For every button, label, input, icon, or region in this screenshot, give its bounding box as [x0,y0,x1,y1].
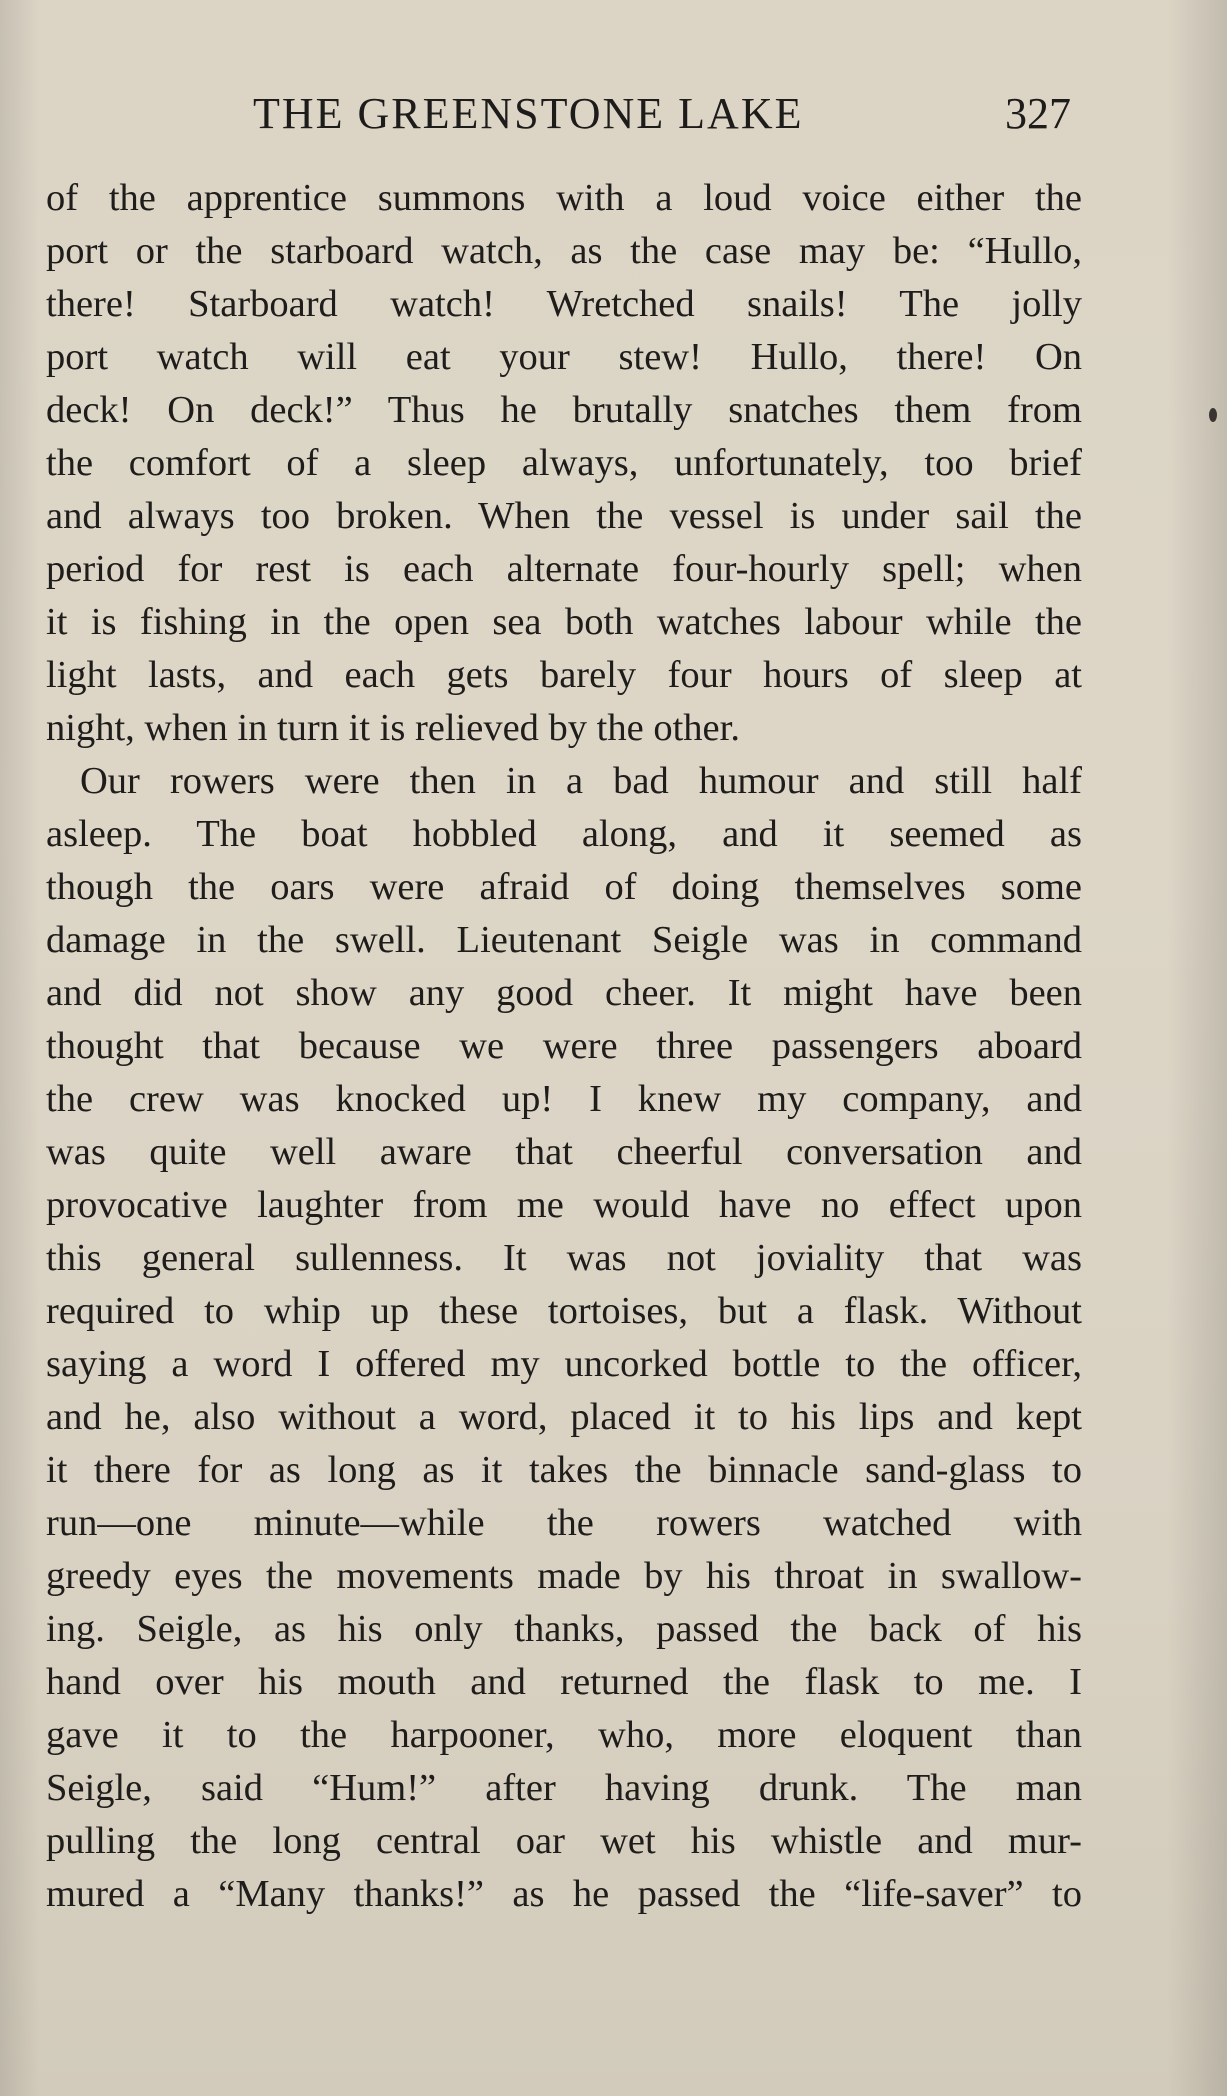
text-line: Seigle, said “Hum!” after having drunk. The man [46,1767,1082,1809]
running-head-title: THE GREENSTONE LAKE [253,89,804,138]
text-line: there! Starboard watch! Wretched snails! The jolly [46,283,1082,325]
text-line: it is fishing in the open sea both watches labour while the [46,601,1082,643]
page-shadow-right [1167,0,1227,2096]
text-line: provocative laughter from me would have no effect upon [46,1184,1082,1226]
text-line: mured a “Many thanks!” as he passed the “life-saver” to [46,1873,1082,1915]
text-line: required to whip up these tortoises, but a flask. Without [46,1290,1082,1332]
text-line: ing. Seigle, as his only thanks, passed the back of his [46,1608,1082,1650]
text-line: hand over his mouth and returned the flask to me. I [46,1661,1082,1703]
text-line: period for rest is each alternate four-hourly spell; when [46,548,1082,590]
paragraph-2 [46,755,1082,1921]
paragraph-1 [46,172,1082,755]
text-line: was quite well aware that cheerful conversation and [46,1131,1082,1173]
text-line: the crew was knocked up! I knew my company, and [46,1078,1082,1120]
text-line: deck! On deck!” Thus he brutally snatches them from [46,389,1082,431]
text-line: Our rowers were then in a bad humour and still half [80,760,1082,802]
text-line: gave it to the harpooner, who, more eloquent than [46,1714,1082,1756]
text-line: run—one minute—while the rowers watched with [46,1502,1082,1544]
text-line: though the oars were afraid of doing themselves some [46,866,1082,908]
text-line: pulling the long central oar wet his whistle and mur- [46,1820,1082,1862]
text-line: port or the starboard watch, as the case may be: “Hullo, [46,230,1082,272]
text-line: saying a word I offered my uncorked bottle to the officer, [46,1343,1082,1385]
text-line: thought that because we were three passengers aboard [46,1025,1082,1067]
text-line: and did not show any good cheer. It might have been [46,972,1082,1014]
ink-speck [1209,408,1217,422]
text-line: and he, also without a word, placed it to his lips and kept [46,1396,1082,1438]
text-line: light lasts, and each gets barely four hours of sleep at [46,654,1082,696]
text-line: and always too broken. When the vessel is under sail the [46,495,1082,537]
text-line: the comfort of a sleep always, unfortunately, too brief [46,442,1082,484]
text-line: damage in the swell. Lieutenant Seigle was in command [46,919,1082,961]
text-line: night, when in turn it is relieved by the other. [46,707,740,749]
running-head [0,88,1227,148]
text-line: asleep. The boat hobbled along, and it seemed as [46,813,1082,855]
page-shadow-left [0,0,40,2096]
text-line: this general sullenness. It was not joviality that was [46,1237,1082,1279]
text-line: of the apprentice summons with a loud voice either the [46,177,1082,219]
text-line: greedy eyes the movements made by his throat in swallow- [46,1555,1082,1597]
text-line: port watch will eat your stew! Hullo, there! On [46,336,1082,378]
text-line: it there for as long as it takes the binnacle sand-glass to [46,1449,1082,1491]
body-text [46,172,1082,1921]
page-number: 327 [1005,89,1071,138]
